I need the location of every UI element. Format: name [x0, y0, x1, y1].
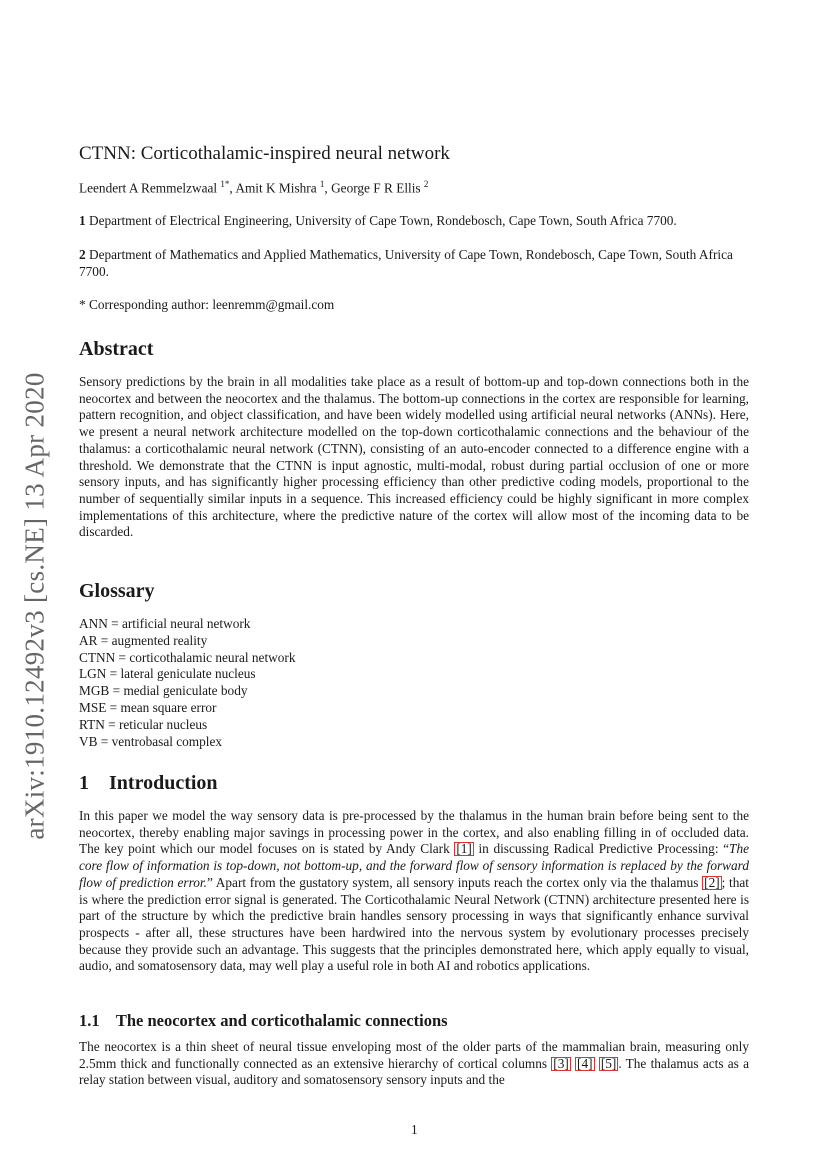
corresponding-author: * Corresponding author: leenremm@gmail.com	[79, 297, 335, 312]
glossary-list	[79, 616, 295, 750]
section-text-1: The neocortex is a thin sheet of neural tissue enveloping most of the older parts of the mammalian brain, measuring only 2.5mm thick and functionally connected as an extensive hierarchy of cortical columns	[79, 1039, 749, 1071]
author-1-affil: 1*	[220, 179, 230, 189]
glossary-item: ANN = artificial neural network	[79, 616, 251, 631]
affiliation-1-number: 1	[79, 213, 86, 228]
intro-text-4: ; that is where the prediction error signal is generated. The Corticothalamic Neural Network (CTNN) architecture presented here is part of the structure by which the predictive brain handles sensory processing in ways that significantly enhance survival prospects - after all, these structures have been hardwired into the nervous system by evolutionary processes precisely because they provide such an advantage. This suggests that the principles demonstrated here, which apply equally to visual, audio, and somatosensory data, may well play a useful role in both AI and robotics applications.	[79, 874, 749, 974]
glossary-item: LGN = lateral geniculate nucleus	[79, 666, 256, 682]
section-text-2: . The thalamus acts as a relay station between visual, auditory and somatosensory sensory inputs and the	[79, 1055, 749, 1088]
introduction-paragraph	[79, 808, 749, 975]
citation-link-4[interactable]: [4]	[577, 1055, 593, 1071]
arxiv-stamp-text: arXiv:1910.12492v3 [cs.NE] 13 Apr 2020	[19, 371, 50, 840]
citation-link-2[interactable]: [2]	[704, 874, 720, 890]
author-2: , Amit K Mishra	[229, 180, 320, 196]
author-3-affil: 2	[423, 179, 429, 189]
glossary-item: MSE = mean square error	[79, 699, 217, 715]
glossary-item: RTN = reticular nucleus	[79, 716, 208, 732]
abstract-text: Sensory predictions by the brain in all modalities take place as a result of bottom-up and top-down connections both in the neocortex and between the neocortex and the thalamus. The bottom-up connections in the cortex are responsible for learning, pattern recognition, and object classification, and have been widely modelled using artificial neural networks (ANNs). Here, we present a neural network architecture modelled on the top-down corticothalamic connections and the behaviour of the thalamus: a corticothalamic neural network (CTNN), consisting of an auto-encoder connected to a difference engine with a threshold. We demonstrate that the CTNN is input agnostic, multi-modal, robust during partial occlusion of one or more sensory inputs, and has significantly higher processing efficiency than other predictive coding models, proportional to the number of sequentially similar inputs in a sequence. This increased efficiency could be highly significant in more complex implementations of this architecture, where the predictive nature of the cortex will allow most of the incoming data to be discarded.	[79, 374, 749, 540]
intro-text-3: ” Apart from the gustatory system, all sensory inputs reach the cortex only via the thalamus	[206, 874, 703, 890]
citation-link-5[interactable]: [5]	[600, 1055, 617, 1071]
abstract-heading: Abstract	[79, 338, 154, 360]
intro-text-1: In this paper we model the way sensory data is pre-processed by the thalamus in the human brain before being sent to the neocortex, thereby enabling major savings in processing power in the cortex, and also enabling filling in of occluded data. The key point which our model focuses on is stated by Andy Clark	[79, 808, 749, 857]
affiliation-2-number: 2	[79, 247, 86, 262]
citation-link-3[interactable]: [3]	[553, 1055, 569, 1071]
affiliation-2-text: Department of Mathematics and Applied Mathematics, University of Cape Town, Rondebosch, Cape Town, South Africa 7700.	[79, 247, 733, 279]
glossary-item: MGB = medial geniculate body	[79, 683, 248, 699]
section-1-1-heading: 1.1 The neocortex and corticothalamic connections	[79, 1011, 448, 1030]
author-1: Leendert A Remmelzwaal	[79, 180, 221, 196]
affiliation-1-text: Department of Electrical Engineering, University of Cape Town, Rondebosch, Cape Town, South Africa 7700.	[85, 213, 677, 228]
introduction-heading: 1 Introduction	[79, 772, 218, 794]
citation-link-1[interactable]: [1]	[456, 841, 472, 857]
author-3: , George F R Ellis	[324, 180, 424, 196]
author-line	[79, 179, 428, 196]
glossary-item: VB = ventrobasal complex	[79, 733, 223, 749]
glossary-item: CTNN = corticothalamic neural network	[79, 649, 296, 665]
affiliation-2	[79, 247, 749, 280]
section-1-1-paragraph	[79, 1039, 749, 1089]
glossary-heading: Glossary	[79, 580, 155, 602]
intro-text-2: in discussing Radical Predictive Processing: “	[473, 841, 730, 857]
paper-title: CTNN: Corticothalamic-inspired neural network	[79, 143, 450, 164]
clark-quote: The core flow of information is top-down, not bottom-up, and the forward flow of sensory information is replaced by the forward flow of prediction error.	[79, 841, 749, 890]
glossary-item: AR = augmented reality	[79, 632, 208, 648]
author-2-affil: 1	[319, 179, 325, 189]
arxiv-stamp	[10, 363, 60, 848]
affiliation-1	[79, 213, 749, 230]
page-number: 1	[411, 1122, 418, 1137]
